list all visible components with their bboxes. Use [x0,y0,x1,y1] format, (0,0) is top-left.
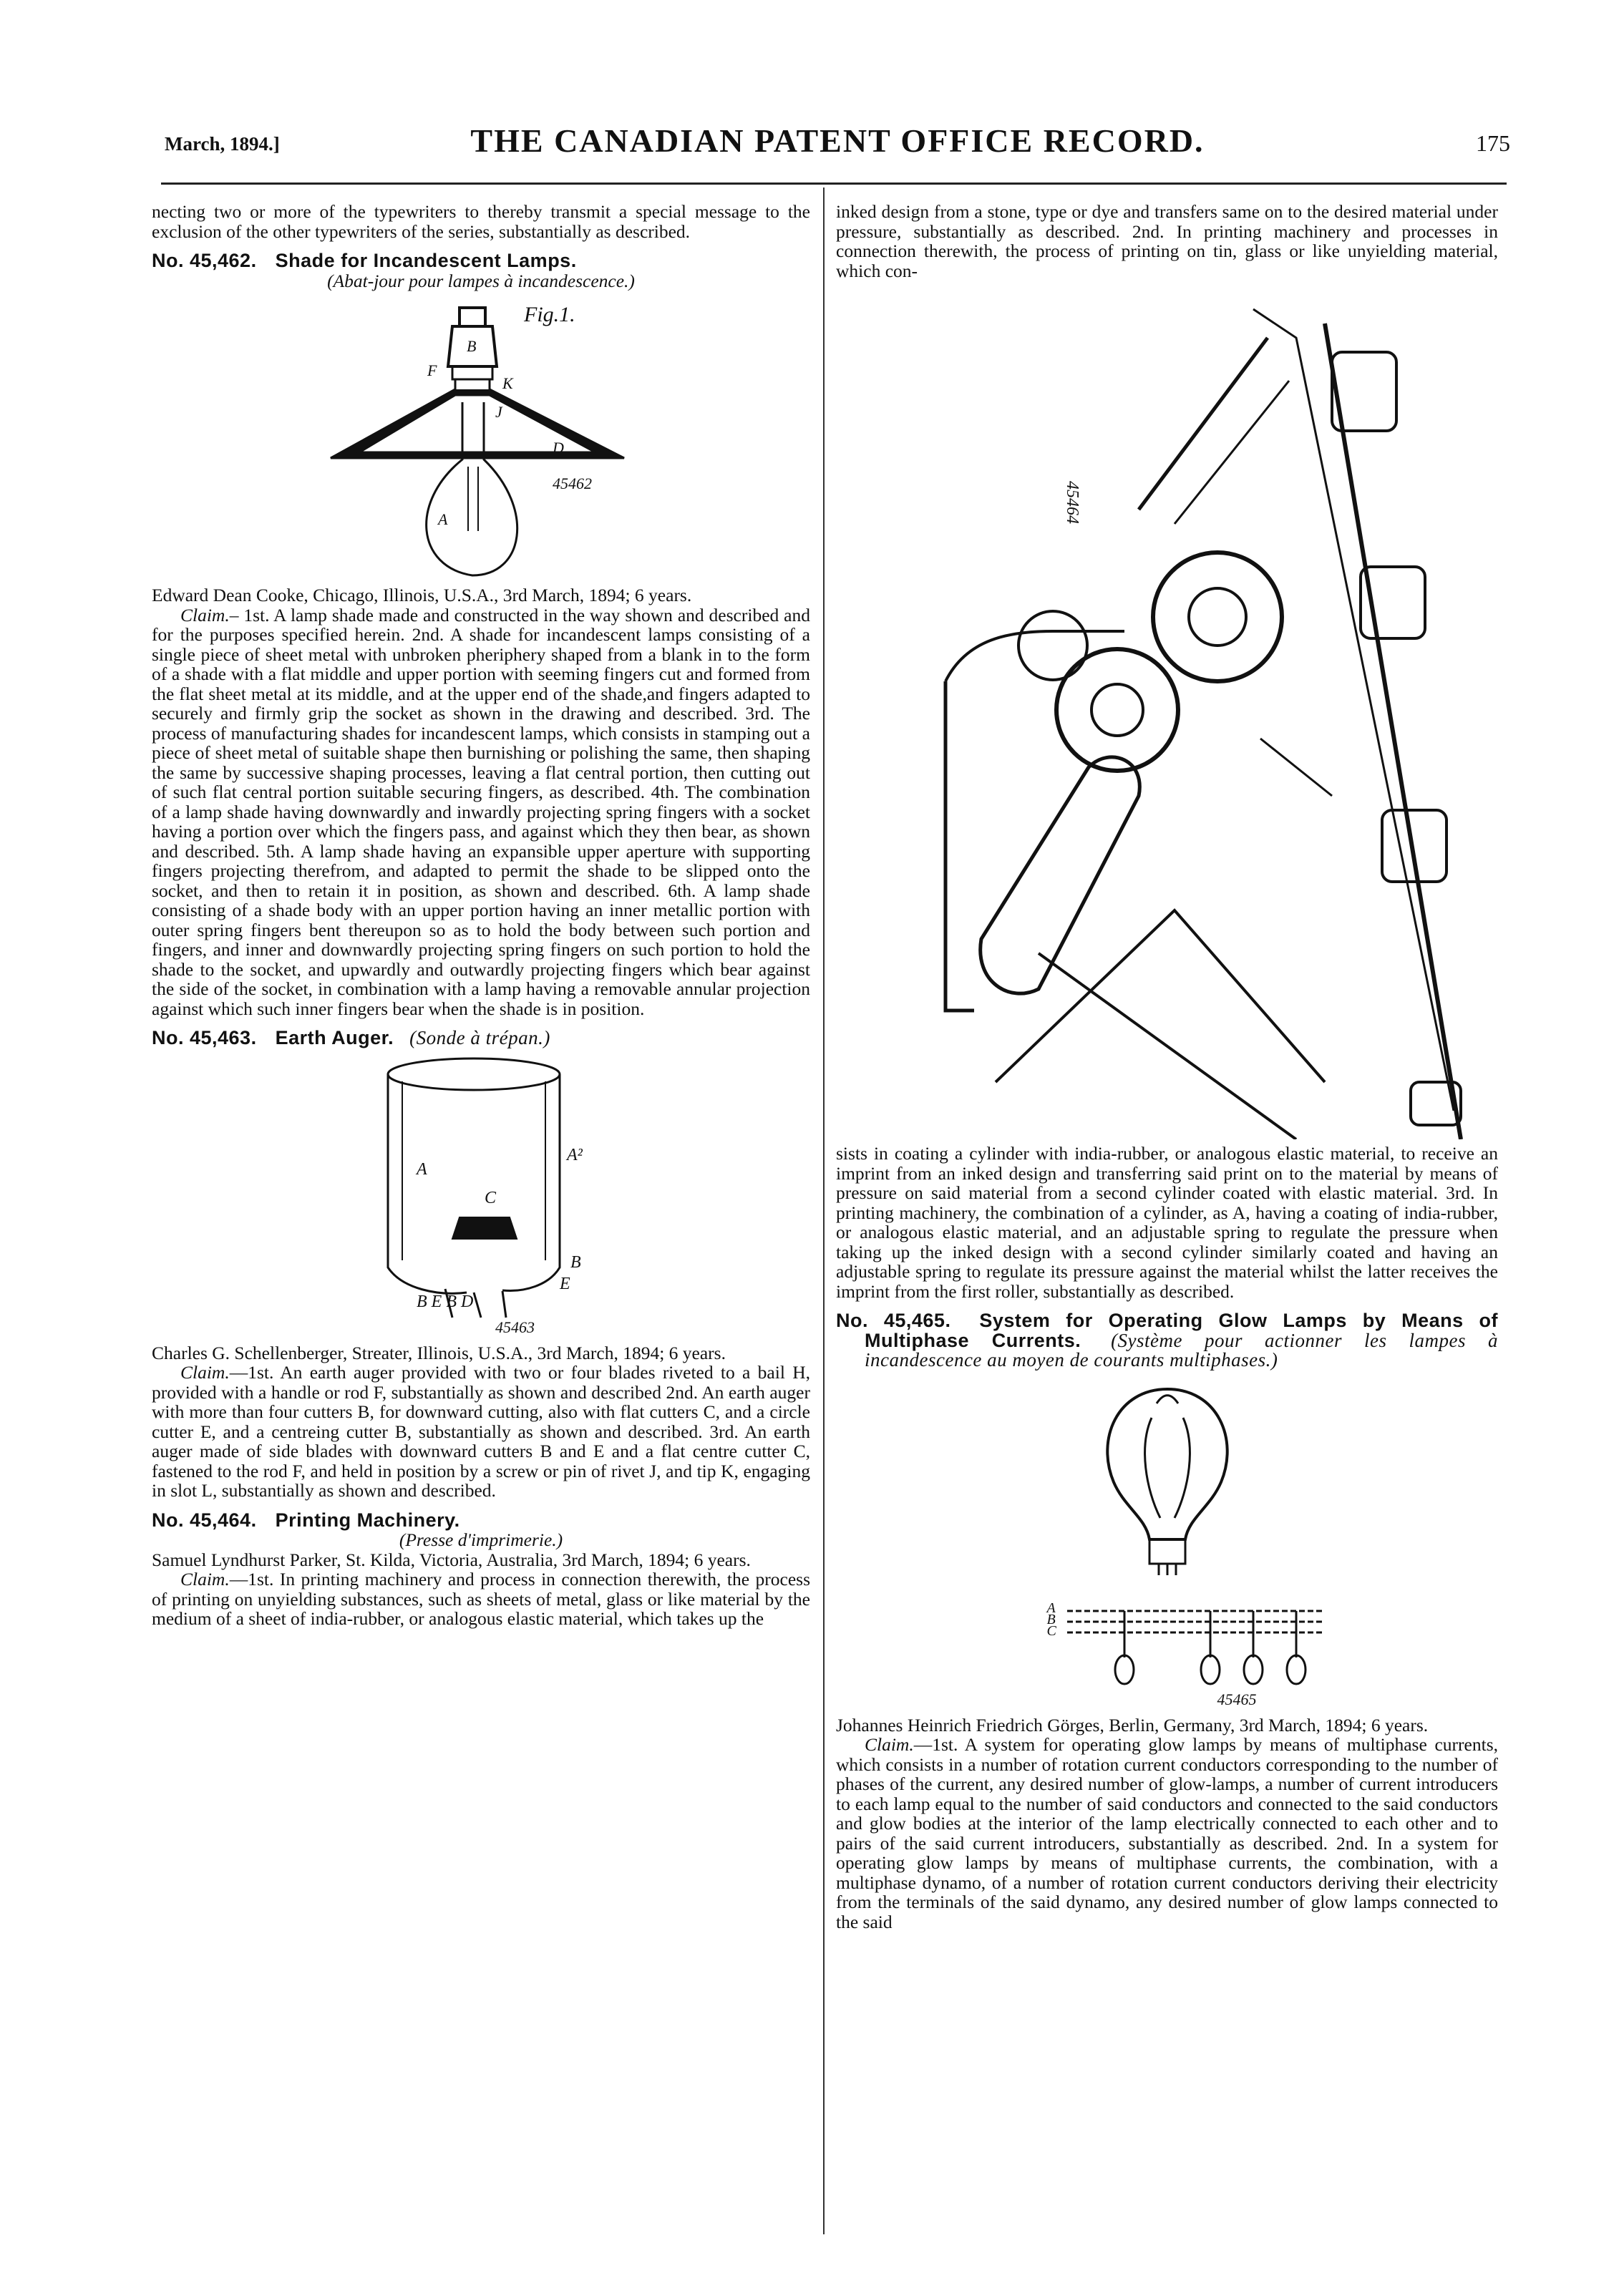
column-divider [823,188,825,2234]
patent-subtitle: (Abat-jour pour lampes à incandescence.) [327,270,635,291]
fig-letter-B: B [467,337,477,355]
patent-number: No. 45,463. [152,1027,257,1048]
claim-text: —1st. A system for operating glow lamps by means of multiphase currents, which consists in a number of rotation current conductors corresponding to the number of phases of the current, any desired number of glow-lamps, a number of current introducers to each lamp equal to the number of said conductors and connected to the said conductors and glow bodies at the interior of the lamp electrically connected to each other and to pairs of the said current introducers, substantially as described. 2nd. In a system for operating glow lamps by means of multiphase currents, the combination, with a multiphase dynamo, of a number of rotation current conductors deriving their electricity from the terminals of the said dynamo, any desired number of glow lamps connected to the said [836,1734,1498,1932]
inventor-line: Johannes Heinrich Friedrich Görges, Berlin, Germany, 3rd March, 1894; 6 years. [836,1714,1429,1736]
continued-text: necting two or more of the typewriters to thereby transmit a special message to the exclusion of the other typewriters of the series, substantially as described. [152,201,810,242]
fig-letter-C: C [485,1188,497,1207]
issue-date: March, 1894.] [165,133,280,155]
figure-glow-lamps [988,1375,1346,1711]
left-column [152,202,810,1629]
fig-letter-F: F [427,361,437,379]
claim-label: Claim. [180,1362,230,1383]
patent-number: No. 45,465. [836,1310,951,1331]
lamp-shade-drawing [309,295,653,581]
claim-text: —1st. An earth auger provided with two or four blades riveted to a bail H, provided with a handle or rod F, substantially as shown and described 2nd. An earth auger with more than four cutters B, for downward cutting, also with flat cutters C, and a circle cutter E, and a centreing cutter B, substantially as shown and described. 3rd. An earth auger made of side blades with downward cutters B and E and a flat centre cutter C, fastened to the rod F, and held in position by a screw or pin of rivet J, and tip K, engaging in slot L, substantially as shown and described. [152,1362,810,1501]
fig-letter-K: K [502,374,513,392]
header-rule [161,182,1507,185]
patent-heading-45463 [152,1028,810,1048]
journal-title: THE CANADIAN PATENT OFFICE RECORD. [470,122,1205,159]
earth-auger-drawing [338,1053,624,1339]
continued-text: sists in coating a cylinder with india-rubber, or analogous elastic material, to receive an imprint from an inked design and transferring said print on to the material by means of pressure on said material from a second cylinder coated with elastic material. 3rd. In printing machinery, the combination of a cylinder, as A, having a coating of india-rubber, or analogous elastic material, and an adjustable spring to regulate the pressure when taking up the inked design with a second cylinder similarly coated and having an adjustable spring to regulate its pressure against the material whilst the latter receives the imprint from the first roller, substantially as described. [836,1143,1498,1302]
inventor-line: Samuel Lyndhurst Parker, St. Kilda, Victoria, Australia, 3rd March, 1894; 6 years. [152,1549,751,1570]
patent-title: Shade for Incandescent Lamps. [275,250,577,271]
patent-heading-45465 [836,1311,1498,1371]
figure-earth-auger [338,1053,624,1339]
fig-letters-abc: A B C [1046,1600,1056,1639]
right-column [836,202,1498,1932]
inventor-line: Charles G. Schellenberger, Streater, Illinois, U.S.A., 3rd March, 1894; 6 years. [152,1342,726,1363]
figure-label: Fig.1. [524,303,575,326]
claim-text: —1st. In printing machinery and process in connection therewith, the process of printing on unyielding substances, such as sheets of metal, glass or like material by the medium of a sheet of india-rubber, or analogous elastic material, which takes up the [152,1569,810,1629]
figure-number: 45464 [1062,481,1081,524]
patent-number: No. 45,464. [152,1509,257,1531]
patent-heading-45462 [152,251,810,271]
figure-number: 45465 [1217,1690,1257,1708]
fig-letter-E: E [560,1274,570,1293]
glow-lamps-drawing [988,1375,1346,1711]
fig-letter-D: D [553,439,564,457]
continued-text: inked design from a stone, type or dye and transfers same on to the desired material under pressure, substantially as described. 2nd. In printing machinery and processes in connection therewith, the process of printing on tin, glass or like unyielding material, which con- [836,201,1498,281]
patent-number: No. 45,462. [152,250,257,271]
figure-lamp-shade [309,295,653,581]
claim-label: Claim. [180,604,230,625]
printing-machine-drawing [867,295,1468,1139]
fig-letter-J: J [495,403,502,421]
patent-title: System for Operating Glow Lamps by Means of Multiphase Currents. [865,1310,1498,1351]
figure-number: 45463 [495,1318,535,1336]
claim-label: Claim. [865,1734,914,1755]
fig-letter-B: B [570,1252,581,1272]
claim-label: Claim. [180,1569,230,1590]
patent-subtitle: (Système pour actionner les lampes à incandescence au moyen de courants multiphases.) [865,1329,1498,1371]
page-number: 175 [1476,130,1510,156]
inventor-line: Edward Dean Cooke, Chicago, Illinois, U.S.A., 3rd March, 1894; 6 years. [152,585,692,605]
figure-number: 45462 [553,474,592,492]
fig-letters-bottom: B E B D [417,1292,474,1311]
patent-title: Printing Machinery. [275,1509,460,1531]
patent-subtitle: (Presse d'imprimerie.) [399,1529,563,1550]
patent-heading-45464 [152,1511,810,1531]
figure-printing-machinery [867,295,1468,1139]
claim-text: – 1st. A lamp shade made and constructed in the way shown and described and for the purposes specified herein. 2nd. A shade for incandescent lamps consisting of a single piece of sheet metal with unbroken pheriphery shaped from a blank in to the form of a shade with a flat middle and upper portion with seeming fingers cut and formed from the flat sheet metal at its middle, and at the upper end of the shade,and fingers adapted to securely and firmly grip the socket as shown in the drawing and described. 3rd. The process of manufacturing shades for incandescent lamps, which consists in stamping out a piece of sheet metal of suitable shape then burnishing or polishing the same, then shaping the same by successive shaping processes, leaving a flat central portion, then cutting out of such flat central portion suitable securing fingers, as described. 4th. The combination of a lamp shade having downwardly and inwardly projecting spring fingers with a socket having a portion over which the fingers pass, and against which they then bear, as shown and described. 5th. A lamp shade having an expansible upper aperture with supporting fingers projecting therefrom, and adapted to permit the shade to be slipped onto the socket, and then to retain it in position, as shown and described. 6th. A lamp shade consisting of a shade body with an upper portion having an inner metallic portion with outer spring fingers bent thereupon so as to hold the body between such portion and fingers, and inner and downwardly projecting spring fingers on such portion to hold the shade to the socket, and upwardly and outwardly projecting fingers which bear against the side of the socket, in combination with a lamp having a removable annular projection against which such inner fingers bear when the shade is in position. [152,604,810,1019]
patent-subtitle: (Sonde à trépan.) [409,1027,550,1048]
fig-letter-A2: A² [567,1145,583,1164]
page-header [165,122,1510,172]
fig-letter-A: A [417,1159,427,1179]
fig-letter-A: A [438,510,448,528]
patent-title: Earth Auger. [275,1027,394,1048]
